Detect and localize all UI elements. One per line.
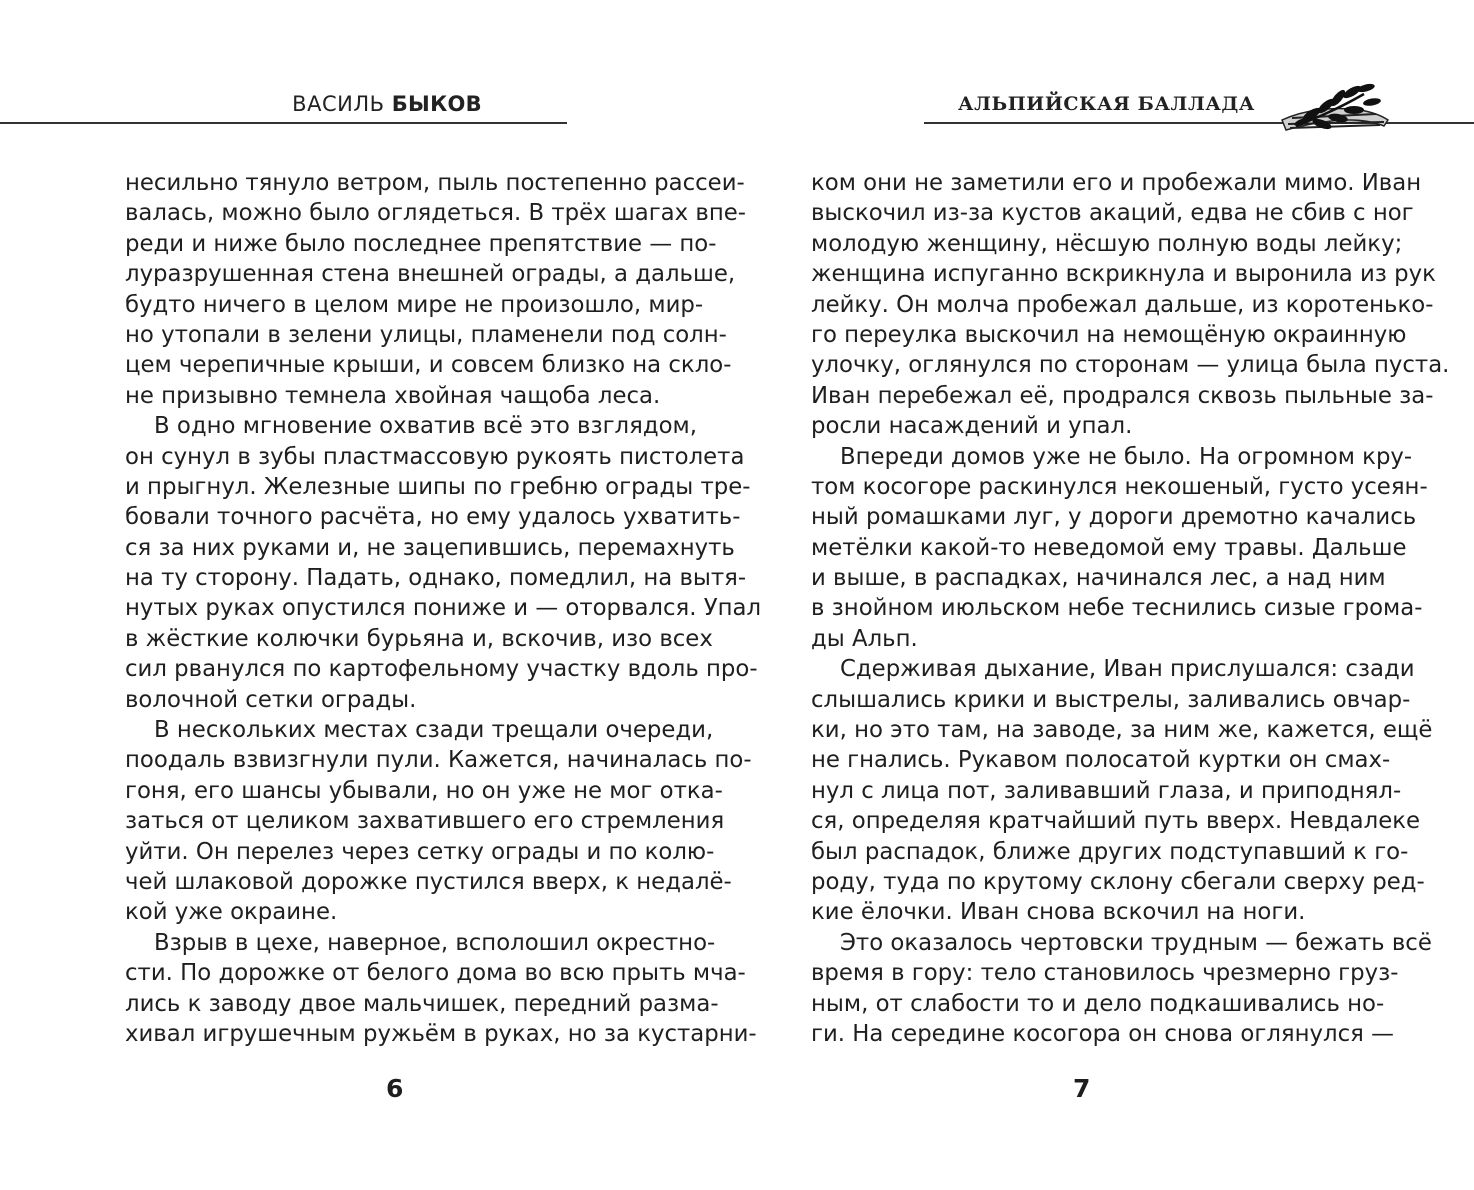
text-line: росли насаждений и упал. [811, 413, 1133, 440]
text-line: цем черепичные крыши, и совсем близко на скло- [125, 352, 732, 379]
text-line: нул с лица пот, заливавший глаза, и приподнял- [811, 777, 1402, 804]
text-line: Сдерживая дыхание, Иван прислушался: сзади [840, 656, 1415, 683]
text-line: бовали точного расчёта, но ему удалось ухватить- [125, 504, 741, 531]
text-line: ся, определяя кратчайший путь вверх. Невдалеке [811, 808, 1421, 835]
right-page-body [811, 168, 1450, 1049]
text-line: ным, от слабости то и дело подкашивались но- [811, 990, 1385, 1017]
text-line: ги. На середине косогора он снова оглянулся — [811, 1020, 1394, 1047]
text-line: сил рванулся по картофельному участку вдоль про- [125, 656, 758, 683]
text-line: заться от целиком захватившего его стремления [125, 808, 725, 835]
page-number-right: 7 [1073, 1074, 1091, 1103]
text-line: женщина испуганно вскрикнула и выронила из рук [811, 261, 1436, 288]
text-line: Взрыв в цехе, наверное, всполошил окрестно- [154, 929, 716, 956]
author-first-name: ВАСИЛЬ [292, 92, 385, 116]
text-line: роду, туда по крутому склону сбегали сверху ред- [811, 868, 1425, 895]
text-line: метёлки какой-то неведомой ему травы. Дальше [811, 534, 1407, 561]
text-line: уйти. Он перелез через сетку ограды и по колю- [125, 838, 715, 865]
text-line: в знойном июльском небе теснились сизые грома- [811, 595, 1423, 622]
running-head-author [0, 92, 567, 116]
text-line: Иван перебежал её, продрался сквозь пыльные за- [811, 382, 1434, 409]
author-last-name: БЫКОВ [391, 92, 482, 116]
text-line: ком они не заметили его и пробежали мимо. Иван [811, 170, 1422, 196]
text-line: он сунул в зубы пластмассовую рукоять пистолета [125, 443, 745, 470]
text-line: реди и ниже было последнее препятствие — по- [125, 230, 717, 257]
text-line: сти. По дорожке от белого дома во всю прыть мча- [125, 960, 746, 987]
text-line: поодаль взвизгнули пули. Кажется, начиналась по- [125, 747, 752, 774]
text-line: улочку, оглянулся по сторонам — улица была пуста. [811, 352, 1450, 379]
page-number-left: 6 [386, 1074, 404, 1103]
text-line: на ту сторону. Падать, однако, помедлил, на вытя- [125, 565, 747, 592]
laurel-ribbon-icon [1276, 80, 1392, 142]
text-line: ся за них руками и, не зацепившись, перемахнуть [125, 534, 735, 561]
text-line: будто ничего в целом мире не произошло, мир- [125, 291, 704, 318]
text-line: В нескольких местах сзади трещали очереди, [154, 717, 714, 744]
text-line: В одно мгновение охватив всё это взглядом, [154, 413, 697, 440]
text-line: время в гору: тело становилось чрезмерно груз- [811, 960, 1399, 987]
text-line: слышались крики и выстрелы, заливались овчар- [811, 686, 1411, 713]
text-line: выскочил из-за кустов акаций, едва не сбив с ног [811, 200, 1414, 227]
text-line: не гнались. Рукавом полосатой куртки он смах- [811, 747, 1391, 774]
running-head-title: АЛЬПИЙСКАЯ БАЛЛАДА [958, 93, 1256, 115]
text-line: молодую женщину, нёсшую полную воды лейку; [811, 230, 1403, 257]
text-line: кой уже окраине. [125, 899, 338, 926]
text-line: но утопали в зелени улицы, пламенели под солн- [125, 321, 727, 348]
text-line: го переулка выскочил на немощёную окраинную [811, 321, 1407, 348]
text-line: и выше, в распадках, начинался лес, а над ним [811, 565, 1386, 592]
text-line: был распадок, ближе других подступавший к го- [811, 838, 1409, 865]
text-line: ный ромашками луг, у дороги дремотно качались [811, 504, 1417, 531]
text-line: несильно тянуло ветром, пыль постепенно рассеи- [125, 170, 745, 196]
text-line: Впереди домов уже не было. На огромном кру- [840, 443, 1413, 470]
text-line: и прыгнул. Железные шипы по гребню ограды тре- [125, 473, 751, 500]
text-line: валась, можно было оглядеться. В трёх шагах впе- [125, 200, 746, 227]
text-line: хивал игрушечным ружьём в руках, но за кустарни- [125, 1020, 757, 1047]
text-line: волочной сетки ограды. [125, 686, 417, 713]
text-line: гоня, его шансы убывали, но он уже не мог отка- [125, 777, 723, 804]
text-line: чей шлаковой дорожке пустился вверх, к недалё- [125, 868, 732, 895]
left-page-body [125, 168, 762, 1049]
text-line: лись к заводу двое мальчишек, передний разма- [125, 990, 719, 1017]
text-line: не призывно темнела хвойная чащоба леса. [125, 382, 661, 409]
text-line: луразрушенная стена внешней ограды, а дальше, [125, 261, 736, 288]
text-line: в жёсткие колючки бурьяна и, вскочив, изо всех [125, 625, 713, 652]
text-line: том косогоре раскинулся некошеный, густо усеян- [811, 473, 1428, 500]
text-line: нутых руках опустился пониже и — оторвался. Упал [125, 595, 762, 622]
text-line: ки, но это там, на заводе, за ним же, кажется, ещё [811, 717, 1433, 744]
text-line: лейку. Он молча пробежал дальше, из коротенько- [811, 291, 1434, 318]
header-rule-left [0, 122, 567, 124]
text-line: ды Альп. [811, 625, 918, 652]
text-line: Это оказалось чертовски трудным — бежать всё [840, 929, 1432, 956]
text-line: кие ёлочки. Иван снова вскочил на ноги. [811, 899, 1306, 926]
